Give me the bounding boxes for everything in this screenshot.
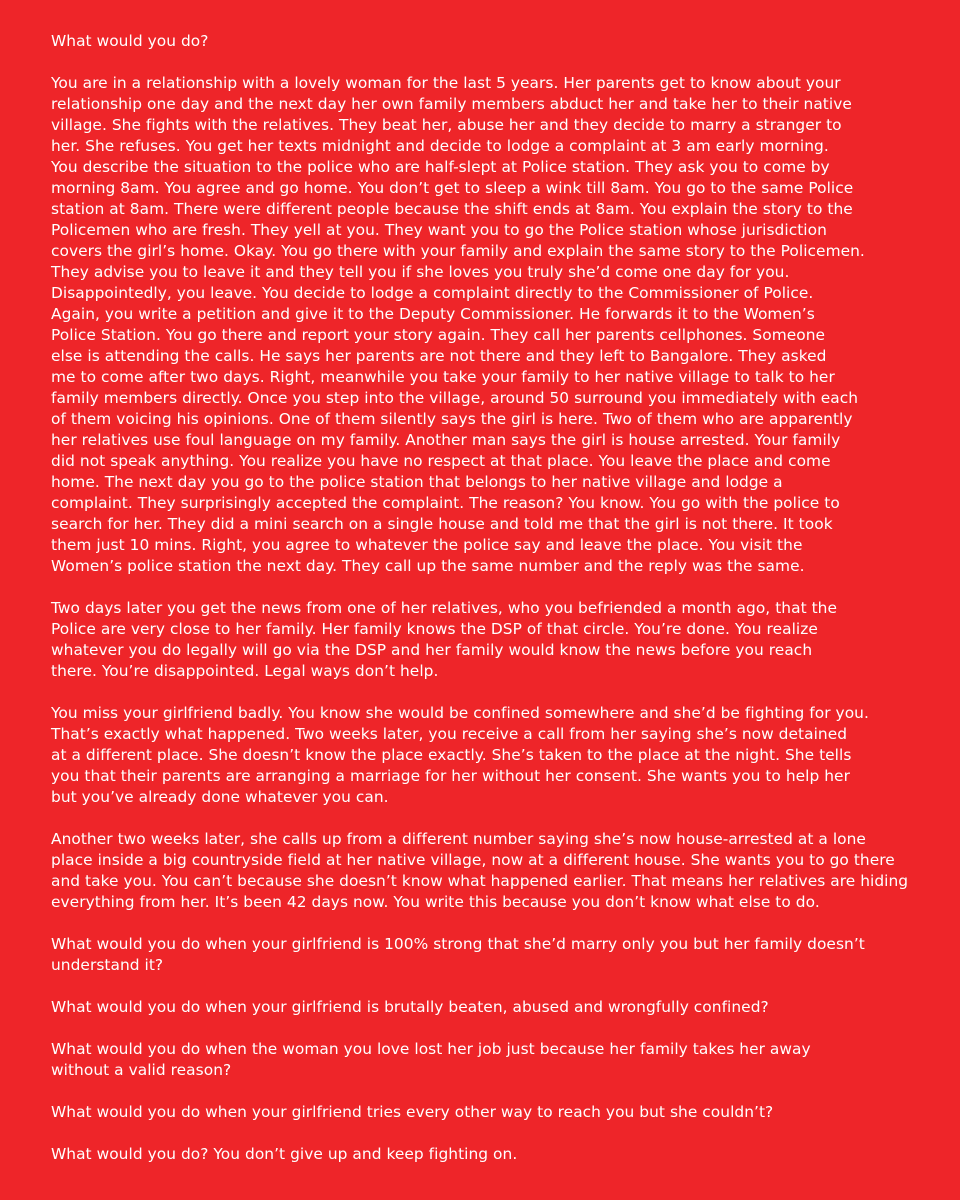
text-line: place inside a big countryside field at her native village, now at a different house. She wants you to go there [51,851,895,869]
text-line: everything from her. It’s been 42 days now. You write this because you don’t know what else to do. [51,893,820,911]
text-line: whatever you do legally will go via the DSP and her family would know the news before you reach [51,641,813,659]
text-line: Again, you write a petition and give it to the Deputy Commissioner. He forwards it to the Women’s [51,305,815,323]
text-line: Police are very close to her family. Her family knows the DSP of that circle. You’re done. You realize [51,620,818,638]
document-title-text: What would you do? [51,32,209,50]
text-line: Two days later you get the news from one of her relatives, who you befriended a month ago, that the [51,599,837,617]
text-line: Another two weeks later, she calls up from a different number saying she’s now house-arrested at a lone [51,830,866,848]
text-line: there. You’re disappointed. Legal ways don’t help. [51,662,439,680]
text-line: of them voicing his opinions. One of them silently says the girl is here. Two of them who are apparently [51,410,853,428]
text-line: They advise you to leave it and they tell you if she loves you truly she’d come one day for you. [51,263,790,281]
text-line: That’s exactly what happened. Two weeks later, you receive a call from her saying she’s now detained [51,725,848,743]
text-line: her relatives use foul language on my family. Another man says the girl is house arrested. Your family [51,431,841,449]
text-line: Disappointedly, you leave. You decide to lodge a complaint directly to the Commissioner of Police. [51,284,814,302]
text-line: village. She fights with the relatives. They beat her, abuse her and they decide to marry a stranger to [51,116,842,134]
text-line: but you’ve already done whatever you can. [51,788,389,806]
text-line: covers the girl’s home. Okay. You go there with your family and explain the same story to the Policemen. [51,242,865,260]
text-line: You are in a relationship with a lovely woman for the last 5 years. Her parents get to know about your [51,74,841,92]
paragraph [51,934,920,976]
text-line: her. She refuses. You get her texts midnight and decide to lodge a complaint at 3 am early morning. [51,137,829,155]
text-line: Women’s police station the next day. They call up the same number and the reply was the same. [51,557,805,575]
text-line: else is attending the calls. He says her parents are not there and they left to Bangalore. They asked [51,347,827,365]
text-line: What would you do when your girlfriend tries every other way to reach you but she couldn’t? [51,1103,774,1121]
text-line: What would you do when your girlfriend is 100% strong that she’d marry only you but her family doesn’t [51,935,865,953]
paragraph [51,73,920,577]
paragraph [51,829,920,913]
text-line: You miss your girlfriend badly. You know she would be confined somewhere and she’d be fighting for you. [51,704,869,722]
paragraph [51,1039,920,1081]
document-title [51,31,920,52]
text-line: me to come after two days. Right, meanwhile you take your family to her native village to talk to her [51,368,835,386]
paragraph [51,703,920,808]
text-line: complaint. They surprisingly accepted the complaint. The reason? You know. You go with the police to [51,494,840,512]
text-line: station at 8am. There were different people because the shift ends at 8am. You explain the story to the [51,200,853,218]
text-line: without a valid reason? [51,1061,232,1079]
text-line: did not speak anything. You realize you have no respect at that place. You leave the place and come [51,452,831,470]
text-line: What would you do when your girlfriend is brutally beaten, abused and wrongfully confined? [51,998,769,1016]
text-line: morning 8am. You agree and go home. You don’t get to sleep a wink till 8am. You go to the same Police [51,179,854,197]
paragraph [51,1144,920,1165]
text-line: at a different place. She doesn’t know the place exactly. She’s taken to the place at the night. She tells [51,746,852,764]
text-line: family members directly. Once you step into the village, around 50 surround you immediately with each [51,389,859,407]
text-line: them just 10 mins. Right, you agree to whatever the police say and leave the place. You visit the [51,536,803,554]
text-line: home. The next day you go to the police station that belongs to her native village and lodge a [51,473,783,491]
text-line: relationship one day and the next day her own family members abduct her and take her to their native [51,95,852,113]
text-line: What would you do when the woman you love lost her job just because her family takes her away [51,1040,811,1058]
text-line: What would you do? You don’t give up and keep fighting on. [51,1145,518,1163]
paragraph [51,997,920,1018]
paragraph [51,1102,920,1123]
paragraph [51,598,920,682]
text-line: Police Station. You go there and report your story again. They call her parents cellphones. Someone [51,326,826,344]
text-line: you that their parents are arranging a marriage for her without her consent. She wants you to help her [51,767,850,785]
text-line: search for her. They did a mini search on a single house and told me that the girl is not there. It took [51,515,833,533]
text-line: understand it? [51,956,164,974]
text-line: Policemen who are fresh. They yell at you. They want you to go the Police station whose jurisdiction [51,221,827,239]
text-line: and take you. You can’t because she doesn’t know what happened earlier. That means her relatives are hiding [51,872,909,890]
document-body [51,73,920,1165]
text-line: You describe the situation to the police who are half-slept at Police station. They ask you to come by [51,158,830,176]
